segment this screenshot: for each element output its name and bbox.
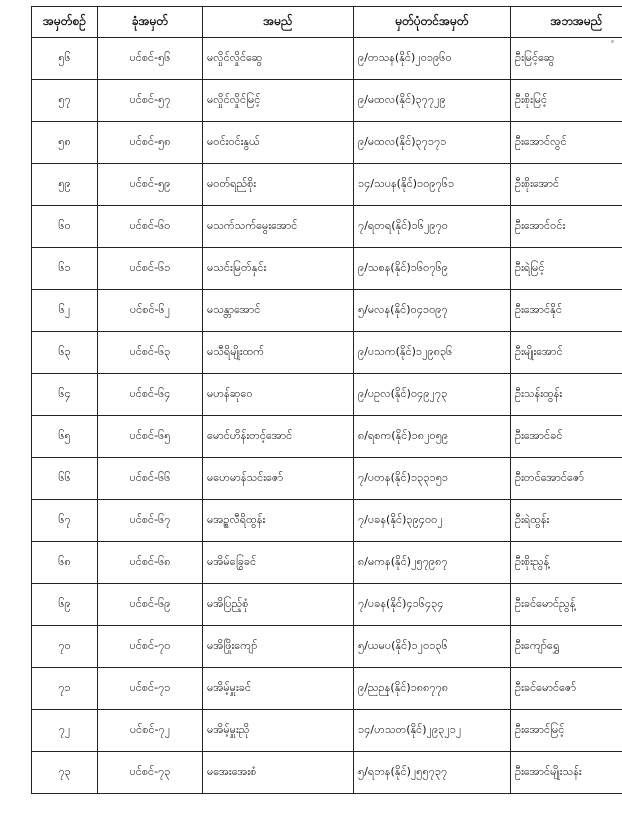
cell-name: မသီရိမျိုးထက် bbox=[203, 332, 354, 374]
table-row bbox=[32, 332, 622, 374]
cell-name: မအဥ္စလီရိထွန်း bbox=[203, 500, 354, 542]
cell-nrc: ၅/ရဘန(နိုင်)၂၅၅၇၃၇ bbox=[354, 752, 511, 794]
cell-father-name: ဦးကျော်ရွှေ bbox=[511, 626, 622, 668]
header-nrc: မှတ်ပုံတင်အမှတ် bbox=[354, 7, 511, 38]
cell-serial-no: ၇၁ bbox=[32, 668, 98, 710]
table-row bbox=[32, 206, 622, 248]
cell-nrc: ၉/မထလ(နိုင်)၃၇၇၂၉ bbox=[354, 80, 511, 122]
table-row bbox=[32, 752, 622, 794]
cell-father-name: ဦးမြင့်ဆွေ bbox=[511, 38, 622, 80]
cell-serial-no: ၆၆ bbox=[32, 458, 98, 500]
cell-serial-no: ၅၈ bbox=[32, 122, 98, 164]
cell-name: မဟန်ဆုဝေ bbox=[203, 374, 354, 416]
cell-serial-no: ၆၈ bbox=[32, 542, 98, 584]
cell-name: မဝတ်ရည်စိုး bbox=[203, 164, 354, 206]
candidate-table bbox=[31, 6, 622, 794]
cell-name: မအိမ့်မှူးခင် bbox=[203, 668, 354, 710]
table-row bbox=[32, 80, 622, 122]
cell-nrc: ၅/မလန(နိုင်)၀၄၁၀၉၇ bbox=[354, 290, 511, 332]
cell-nrc: ၉/ညဉန(နိုင်)၁၈၈၇၇၈ bbox=[354, 668, 511, 710]
cell-seat-no: ပင်စင်-၆၃ bbox=[98, 332, 203, 374]
cell-nrc: ၇/ပခန(နိုင်)၄၁၆၄၃၄ bbox=[354, 584, 511, 626]
header-serial-no: အမှတ်စဉ် bbox=[32, 7, 98, 38]
cell-seat-no: ပင်စင်-၆၅ bbox=[98, 416, 203, 458]
header-name: အမည် bbox=[203, 7, 354, 38]
cell-name: မအိမ့်မှူးညို bbox=[203, 710, 354, 752]
table-row bbox=[32, 542, 622, 584]
table-row bbox=[32, 500, 622, 542]
cell-nrc: ၇/ပခန(နိုင်)၃၉၄၀၀၂ bbox=[354, 500, 511, 542]
cell-serial-no: ၅၇ bbox=[32, 80, 98, 122]
cell-name: မဟေမာန်သင်းဇော် bbox=[203, 458, 354, 500]
cell-father-name: ဦးအောင်မြင့် bbox=[511, 710, 622, 752]
cell-seat-no: ပင်စင်-၆၀ bbox=[98, 206, 203, 248]
table-row bbox=[32, 374, 622, 416]
cell-serial-no: ၇၀ bbox=[32, 626, 98, 668]
cell-nrc: ၉/သစန(နိုင်)၁၆၀၇၆၉ bbox=[354, 248, 511, 290]
cell-serial-no: ၆၄ bbox=[32, 374, 98, 416]
cell-serial-no: ၆၃ bbox=[32, 332, 98, 374]
cell-nrc: ၈/မကန(နိုင်)၂၅၇၉၈၇ bbox=[354, 542, 511, 584]
cell-name: မအိပြည့်စုံ bbox=[203, 584, 354, 626]
cell-seat-no: ပင်စင်-၆၈ bbox=[98, 542, 203, 584]
table-row bbox=[32, 290, 622, 332]
cell-seat-no: ပင်စင်-၆၉ bbox=[98, 584, 203, 626]
cell-serial-no: ၆၂ bbox=[32, 290, 98, 332]
cell-name: မသန္တာအောင် bbox=[203, 290, 354, 332]
cell-name: မဝင်းဝင်းနွယ် bbox=[203, 122, 354, 164]
cell-nrc: ၇/ပတန(နိုင်)၁၃၃၁၅၁ bbox=[354, 458, 511, 500]
cell-father-name: ဦးရဲမြင့် bbox=[511, 248, 622, 290]
cell-serial-no: ၆၉ bbox=[32, 584, 98, 626]
cell-serial-no: ၅၉ bbox=[32, 164, 98, 206]
cell-father-name: ဦးအောင်နိုင် bbox=[511, 290, 622, 332]
table-header-row bbox=[32, 7, 622, 38]
cell-nrc: ၉/တသန(နိုင်)၂၀၁၉၆၀ bbox=[354, 38, 511, 80]
cell-name: မလှိုင်လှိုင်မြင့် bbox=[203, 80, 354, 122]
cell-nrc: ၉/ပဥလ(နိုင်)၀၄၉၂၇၃ bbox=[354, 374, 511, 416]
table-row bbox=[32, 458, 622, 500]
cell-nrc: ၁၄/ဟသတ(နိုင်)၂၉၃၂၁၂ bbox=[354, 710, 511, 752]
cell-seat-no: ပင်စင်-၆၆ bbox=[98, 458, 203, 500]
cell-nrc: ၈/ရစက(နိုင်)၁၈၂၀၅၉ bbox=[354, 416, 511, 458]
cell-serial-no: ၆၇ bbox=[32, 500, 98, 542]
cell-nrc: ၇/ရတရ(နိုင်)၁၆၂၉၇၀ bbox=[354, 206, 511, 248]
cell-seat-no: ပင်စင်-၅၇ bbox=[98, 80, 203, 122]
table-row bbox=[32, 668, 622, 710]
cell-father-name: ဦးစိုးအောင် bbox=[511, 164, 622, 206]
cell-nrc: ၅/ယမပ(နိုင်)၁၂၀၁၃၆ bbox=[354, 626, 511, 668]
cell-seat-no: ပင်စင်-၅၈ bbox=[98, 122, 203, 164]
cell-seat-no: ပင်စင်-၆၁ bbox=[98, 248, 203, 290]
cell-father-name: ဦးအောင်ဝင်း bbox=[511, 206, 622, 248]
cell-seat-no: ပင်စင်-၆၇ bbox=[98, 500, 203, 542]
cell-name: မအိဖြိုးကျော် bbox=[203, 626, 354, 668]
header-father-name: အဘအမည် bbox=[511, 7, 622, 38]
cell-nrc: ၉/မထလ(နိုင်)၃၇၁၇၁ bbox=[354, 122, 511, 164]
table-row bbox=[32, 164, 622, 206]
cell-seat-no: ပင်စင်-၇၁ bbox=[98, 668, 203, 710]
cell-father-name: ဦးစိုးညွန့် bbox=[511, 542, 622, 584]
cell-name: မသင်းမြတ်နှင်း bbox=[203, 248, 354, 290]
table-row bbox=[32, 710, 622, 752]
cell-name: မအေးအေးစံ bbox=[203, 752, 354, 794]
cell-seat-no: ပင်စင်-၅၉ bbox=[98, 164, 203, 206]
cell-father-name: ဦးခင်မောင်ညွန့် bbox=[511, 584, 622, 626]
cell-name: မသက်သက်မွေးအောင် bbox=[203, 206, 354, 248]
cell-name: မောင်ဟိန်းတင့်အောင် bbox=[203, 416, 354, 458]
cell-name: မလှိုင်လှိုင်ဆွေ bbox=[203, 38, 354, 80]
table-row bbox=[32, 584, 622, 626]
cell-father-name: ဦးတင်အောင်ဇော် bbox=[511, 458, 622, 500]
cell-father-name: ဦးရဲထွန်း bbox=[511, 500, 622, 542]
cell-father-name: ဦးမျိုးအောင် bbox=[511, 332, 622, 374]
cell-serial-no: ၅၆ bbox=[32, 38, 98, 80]
cell-nrc: ၉/ပသက(နိုင်)၁၂၉၈၃၆ bbox=[354, 332, 511, 374]
cell-serial-no: ၆၅ bbox=[32, 416, 98, 458]
cell-seat-no: ပင်စင်-၆၄ bbox=[98, 374, 203, 416]
header-seat-no: ခုံအမှတ် bbox=[98, 7, 203, 38]
cell-seat-no: ပင်စင်-၇၂ bbox=[98, 710, 203, 752]
cell-father-name: ဦးခင်မောင်ဇော် bbox=[511, 668, 622, 710]
cell-father-name: ဦးအောင်ခင် bbox=[511, 416, 622, 458]
table-row bbox=[32, 416, 622, 458]
table-row bbox=[32, 122, 622, 164]
cell-seat-no: ပင်စင်-၅၆ bbox=[98, 38, 203, 80]
table-row bbox=[32, 38, 622, 80]
cell-serial-no: ၆၀ bbox=[32, 206, 98, 248]
table-row bbox=[32, 626, 622, 668]
cell-seat-no: ပင်စင်-၇၀ bbox=[98, 626, 203, 668]
cell-father-name: ဦးစိုးမြင့် bbox=[511, 80, 622, 122]
cell-seat-no: ပင်စင်-၆၂ bbox=[98, 290, 203, 332]
cell-nrc: ၁၄/သပန(နိုင်)၁၀၉၇၆၁ bbox=[354, 164, 511, 206]
cell-serial-no: ၇၂ bbox=[32, 710, 98, 752]
cell-seat-no: ပင်စင်-၇၃ bbox=[98, 752, 203, 794]
cell-father-name: ဦးအောင်လွင် bbox=[511, 122, 622, 164]
scan-speck bbox=[611, 40, 614, 43]
cell-father-name: ဦးသန်းထွန်း bbox=[511, 374, 622, 416]
table-row bbox=[32, 248, 622, 290]
cell-serial-no: ၇၃ bbox=[32, 752, 98, 794]
cell-father-name: ဦးအောင်မျိုးသန်း bbox=[511, 752, 622, 794]
cell-serial-no: ၆၁ bbox=[32, 248, 98, 290]
cell-name: မအိမ်ခြွေခင် bbox=[203, 542, 354, 584]
